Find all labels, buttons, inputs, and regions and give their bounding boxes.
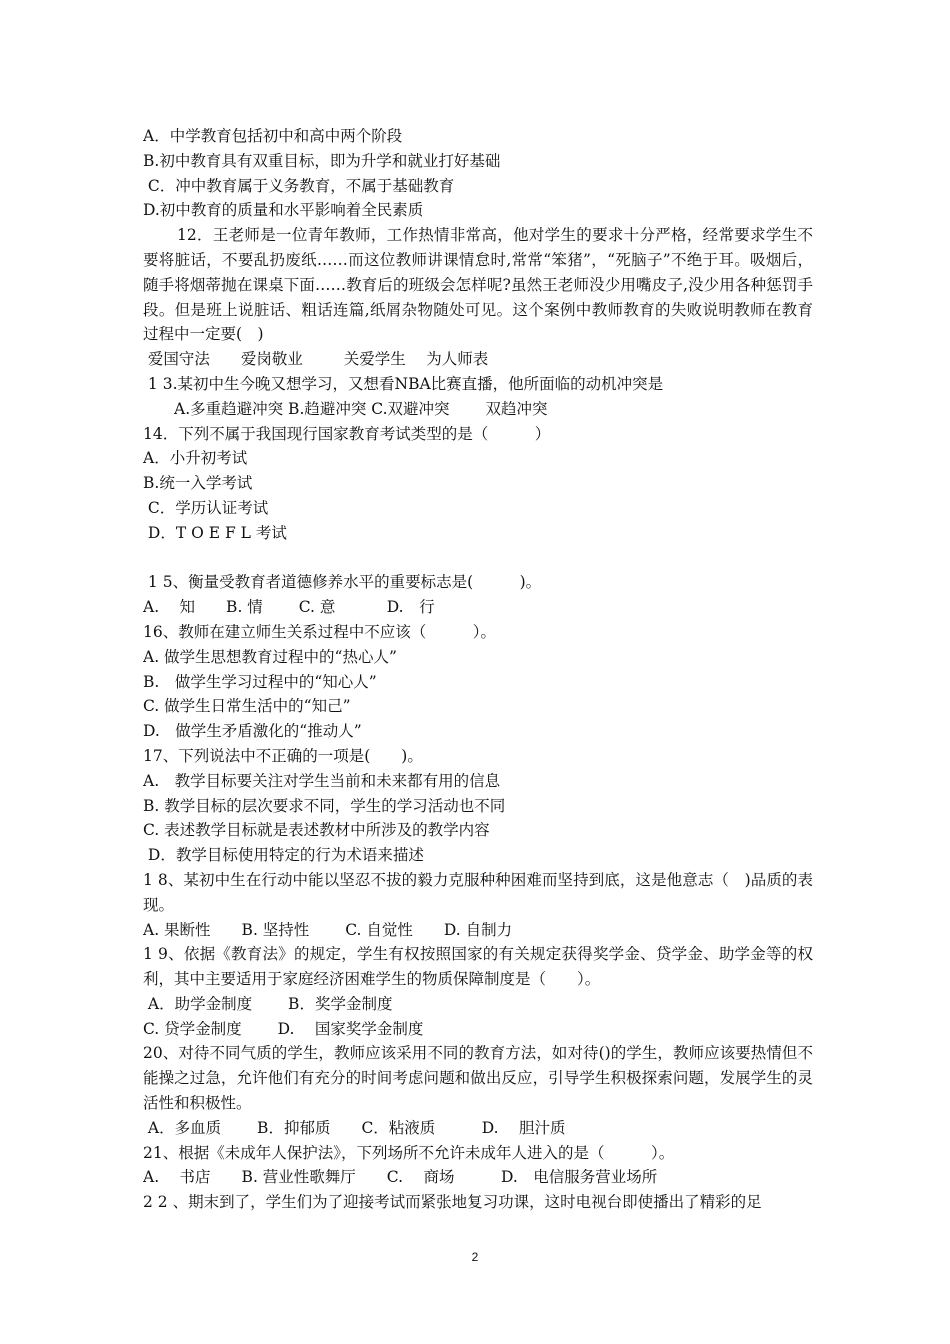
q17-option-a: A. 教学目标要关注对学生当前和未来都有用的信息 [143,771,501,790]
q16-option-c: C. 做学生日常生活中的“知己” [143,697,351,716]
q22-stem: 2 2 、期末到了，学生们为了迎接考试而紧张地复习功课，这时电视台即使播出了精彩的足 [143,1193,762,1212]
page-number: 2 [471,1250,479,1264]
q19-options-ab: A．助学金制度 B．奖学金制度 [143,994,393,1013]
q14-option-b: B.统一入学考试 [143,474,253,493]
q16-stem: 16、教师在建立师生关系过程中不应该（ ）。 [143,622,496,641]
q14-stem: 14．下列不属于我国现行国家教育考试类型的是（ ） [143,424,551,443]
q18-options: A. 果断性 B. 坚持性 C. 自觉性 D. 自制力 [143,920,513,939]
q11-option-a: A．中学教育包括初中和高中两个阶段 [143,127,403,145]
q14-option-a: A．小升初考试 [143,449,248,468]
q17-option-c: C. 表述教学目标就是表述教材中所涉及的教学内容 [143,821,490,840]
q17-option-b: B. 教学目标的层次要求不同，学生的学习活动也不同 [143,796,506,815]
q17-stem: 17、下列说法中不正确的一项是( )。 [143,746,423,765]
q14-option-d: D．T O E F L 考试 [143,523,287,542]
q20-stem: 20、对待不同气质的学生，教师应该采用不同的教育方法，如对待()的学生，教师应该要热情但不能操之过急，允许他们有充分的时间考虑问题和做出反应，引导学生积极探索问题，发展学生的灵活性和积极性。 [143,1044,813,1113]
q17-option-d: D．教学目标使用特定的行为术语来描述 [143,846,424,865]
q15-options: A. 知 B. 情 C. 意 D. 行 [143,598,435,617]
q16-option-a: A. 做学生思想教育过程中的“热心人” [143,647,397,666]
q11-option-b: B.初中教育具有双重目标，即为升学和就业打好基础 [143,151,501,170]
q11-option-d: D.初中教育的质量和水平影响着全民素质 [143,201,424,220]
q12-options: 爱国守法 爱岗敬业 关爱学生 为人师表 [143,350,489,369]
q21-stem: 21、根据《未成年人保护法》，下列场所不允许未成年人进入的是（ ）。 [143,1143,675,1162]
q20-options: A．多血质 B．抑郁质 C．粘液质 D. 胆汁质 [143,1118,566,1137]
q11-option-c: C．冲中教育属于义务教育，不属于基础教育 [143,176,455,195]
q15-stem: 1 5、衡量受教育者道德修养水平的重要标志是( )。 [143,573,542,592]
q18-stem: 1 8、某初中生在行动中能以坚忍不拔的毅力克服种种困难而坚持到底，这是他意志（ )品质的表现。 [143,870,813,914]
q19-stem: 1 9、依据《教育法》的规定，学生有权按照国家的有关规定获得奖学金、贷学金、助学金等的权利，其中主要适用于家庭经济困难学生的物质保障制度是（ ）。 [143,945,813,989]
document-body [143,124,813,1215]
q13-stem: 1 3.某初中生今晚又想学习，又想看NBA比赛直播，他所面临的动机冲突是 [143,374,664,393]
q21-options: A. 书店 B. 营业性歌舞厅 C. 商场 D. 电信服务营业场所 [143,1168,658,1187]
q19-options-cd: C. 贷学金制度 D. 国家奖学金制度 [143,1019,424,1038]
q12-stem: 12．王老师是一位青年教师，工作热情非常高，他对学生的要求十分严格，经常要求学生不要将脏话，不要乱扔废纸……而这位教师讲课情怠时,常常“笨猪”，“死脑子”不绝于耳。吸烟后，随手将烟蒂抛在课桌下面……教育后的班级会怎样呢?虽然王老师没少用嘴皮子,没少用各种惩罚手段。但是班上说脏话、粗话连篇,纸屑杂物随处可见。这个案例中教师教育的失败说明教师在教育过程中一定要( ) [143,226,813,344]
q13-options: A.多重趋避冲突 B.趋避冲突 C.双避冲突 双趋冲突 [143,399,548,418]
q14-option-c: C．学历认证考试 [143,498,269,517]
q16-option-d: D. 做学生矛盾激化的“推动人” [143,722,362,741]
blank-line [143,546,813,571]
q16-option-b: B. 做学生学习过程中的“知心人” [143,672,377,691]
